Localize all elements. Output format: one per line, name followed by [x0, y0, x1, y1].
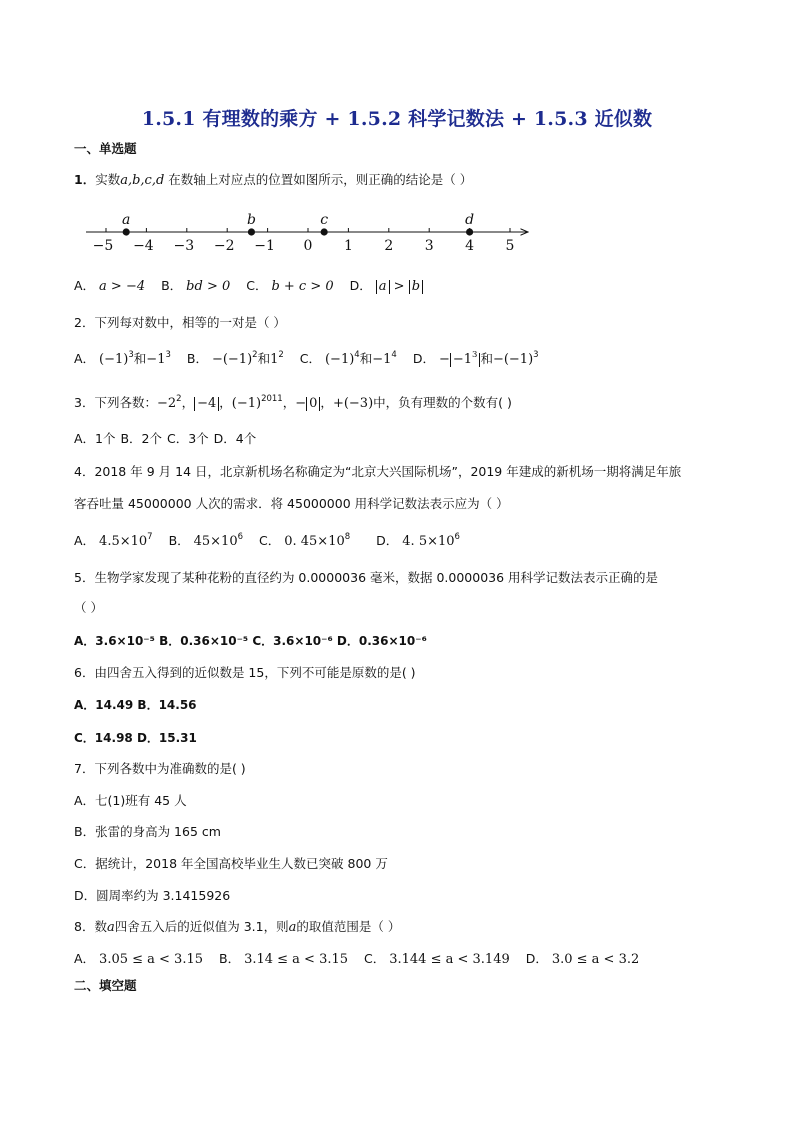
q2-a-and: 和 — [133, 351, 147, 366]
q7-option-b[interactable]: B．张雷的身高为 165 cm — [74, 824, 221, 839]
q2-b-right: 1 — [270, 352, 279, 367]
q8-option-d-expr: 3.0 ≤ a < 3.2 — [551, 952, 640, 967]
question-2: 2．下列每对数中，相等的一对是（ ） — [74, 315, 286, 330]
q3-sep-4: ， — [320, 395, 333, 410]
q7-option-a[interactable]: A．七(1)班有 45 人 — [74, 793, 187, 808]
number-line-tick-label: 2 — [384, 238, 394, 254]
q8-options — [74, 950, 639, 969]
number-line-tick-label: 3 — [424, 238, 434, 254]
number-line-tick-label: −2 — [213, 238, 235, 254]
q2-c-left-exp: 4 — [354, 349, 360, 360]
q1-option-a-label[interactable]: A． — [74, 278, 96, 293]
q2-c-right: −1 — [372, 352, 392, 367]
number-line-point-b — [248, 228, 255, 235]
number-line-point-label-b: b — [246, 212, 256, 228]
question-4-line-2: 客吞吐量 45000000 人次的需求．将 45000000 用科学记数法表示应为（ ） — [74, 496, 509, 511]
q3-options[interactable]: A．1个 B．2个 C．3个 D．4个 — [74, 431, 257, 446]
q3-sep-3: ， — [282, 395, 296, 410]
q2-option-d-label[interactable]: D． — [412, 351, 435, 366]
q2-a-right-exp: 3 — [165, 349, 171, 360]
q1-option-d-label[interactable]: D． — [349, 278, 372, 293]
q3-num-1-exp: 2 — [176, 393, 182, 404]
question-5-line-1: 5．生物学家发现了某种花粉的直径约为 0.0000036 毫米，数据 0.0000036 用科学记数法表示正确的是 — [74, 570, 659, 585]
q3-num-3: (−1) — [231, 396, 262, 411]
q8-option-c-expr: 3.144 ≤ a < 3.149 — [389, 952, 510, 967]
q2-d-and: 和 — [480, 351, 493, 366]
question-7: 7．下列各数中为准确数的是( ) — [74, 761, 246, 776]
q7-option-c[interactable]: C．据统计，2018 年全国高校毕业生人数已突破 800 万 — [74, 856, 388, 871]
q4-option-b-exp: 6 — [237, 531, 244, 542]
q4-option-d-exp: 6 — [454, 531, 460, 542]
number-line-tick-label: 0 — [303, 238, 313, 254]
number-line-tick-label: −5 — [92, 238, 114, 254]
q8-option-a-label[interactable]: A． — [74, 951, 96, 966]
q8-var-2: a — [288, 920, 297, 935]
q3-num-5: +(−3) — [332, 396, 374, 411]
q3-prefix: 3．下列各数： — [74, 395, 157, 410]
q3-num-2: −4 — [194, 397, 219, 411]
number-line-point-a — [123, 228, 130, 235]
q1-option-d-gt: > — [389, 279, 409, 294]
q2-d-right-exp: 3 — [533, 349, 539, 360]
q8-option-a-expr: 3.05 ≤ a < 3.15 — [99, 952, 204, 967]
q2-options — [74, 350, 539, 369]
q8-text-c: 的取值范围是（ ） — [296, 919, 401, 934]
q4-option-b-label[interactable]: B． — [168, 533, 190, 548]
number-line-point-label-d: d — [465, 212, 475, 228]
question-6: 6．由四舍五入得到的近似数是 15，下列不可能是原数的是( ) — [74, 665, 416, 680]
q2-c-and: 和 — [359, 351, 373, 366]
q1-option-a-expr: a > −4 — [99, 279, 146, 294]
q2-a-left-exp: 3 — [128, 349, 134, 360]
page-title: 1.5.1 有理数的乘方 + 1.5.2 科学记数法 + 1.5.3 近似数 — [141, 108, 653, 130]
q2-a-right: −1 — [146, 352, 166, 367]
number-line-tick-label: −3 — [173, 238, 195, 254]
q4-option-d-label[interactable]: D． — [376, 533, 399, 548]
q3-num-4: 0 — [306, 397, 320, 411]
number-line-tick-label: −4 — [133, 238, 154, 254]
q2-d-left-sign: − — [438, 352, 450, 367]
q2-c-left: (−1) — [324, 352, 355, 367]
number-line-tick-label: 5 — [505, 238, 515, 254]
section-heading-fill-blank: 二、填空题 — [74, 978, 137, 993]
number-line-point-label-c: c — [320, 212, 329, 228]
q2-d-left-abs-value: −1 — [452, 352, 473, 367]
q3-sep-1: ， — [181, 395, 195, 410]
q5-options[interactable]: A．3.6×10⁻⁵ B．0.36×10⁻⁵ C．3.6×10⁻⁶ D．0.36×10⁻⁶ — [74, 634, 427, 648]
q1-text-a: 实数 — [95, 172, 121, 187]
q4-options — [74, 532, 460, 551]
q4-option-a-exp: 7 — [147, 531, 153, 542]
question-3 — [74, 394, 512, 413]
q4-option-a-expr: 4.5×10 — [99, 534, 148, 549]
q3-sep-2: ， — [219, 395, 232, 410]
q7-option-d[interactable]: D．圆周率约为 3.1415926 — [74, 888, 231, 903]
q2-b-left: −(−1) — [211, 352, 253, 367]
number-line-tick-label: 1 — [343, 238, 353, 254]
q2-c-right-exp: 4 — [391, 349, 397, 360]
number-line-tick-label: 4 — [465, 238, 475, 254]
q4-option-a-label[interactable]: A． — [74, 533, 96, 548]
q2-b-right-exp: 2 — [278, 349, 284, 360]
question-8 — [74, 918, 400, 937]
q3-num-1: −2 — [156, 396, 177, 411]
q2-option-b-label[interactable]: B． — [186, 351, 208, 366]
q2-a-left: (−1) — [99, 352, 129, 367]
q2-option-c-label[interactable]: C． — [299, 351, 321, 366]
q8-text-b: 四舍五入后的近似值为 3.1，则 — [114, 919, 289, 934]
number-line-point-label-a: a — [122, 212, 131, 228]
q2-d-left-abs — [450, 349, 481, 367]
q4-option-c-expr: 0. 45×10 — [284, 534, 345, 549]
q1-option-c-label[interactable]: C． — [246, 278, 268, 293]
q3-num-4-sign: − — [295, 396, 307, 411]
q1-number: 1． — [74, 172, 96, 187]
q8-text-a: 8．数 — [74, 919, 107, 934]
q8-option-b-expr: 3.14 ≤ a < 3.15 — [244, 952, 349, 967]
q4-option-c-exp: 8 — [344, 531, 351, 542]
q1-option-b-expr: bd > 0 — [186, 279, 231, 294]
number-line-tick-label: −1 — [254, 238, 275, 254]
q6-options-row-2[interactable]: C．14.98 D．15.31 — [74, 731, 197, 745]
q1-vars: a,b,c,d — [120, 173, 165, 188]
q8-option-b-label[interactable]: B． — [219, 951, 241, 966]
number-line-figure — [0, 202, 794, 262]
q3-num-3-exp: 2011 — [261, 393, 283, 404]
q1-option-d-abs-b: b — [409, 280, 423, 294]
q4-option-d-expr: 4. 5×10 — [402, 534, 455, 549]
section-heading-single-choice: 一、单选题 — [74, 141, 137, 156]
q1-option-b-label[interactable]: B． — [161, 278, 183, 293]
q1-option-d-abs-a: a — [376, 280, 390, 294]
q8-option-c-label[interactable]: C． — [364, 951, 386, 966]
number-line-point-c — [321, 228, 328, 235]
question-4-line-1: 4．2018 年 9 月 14 日，北京新机场名称确定为“北京大兴国际机场”，2019 年建成的新机场一期将满足年旅 — [74, 464, 682, 479]
q2-option-a-label[interactable]: A． — [74, 351, 96, 366]
q2-b-left-exp: 2 — [252, 349, 258, 360]
q3-suffix: 中，负有理数的个数有( ) — [373, 395, 512, 410]
q8-option-d-label[interactable]: D． — [525, 951, 548, 966]
q2-b-and: 和 — [257, 351, 271, 366]
q2-d-left-exp: 3 — [472, 349, 478, 360]
q1-option-c-expr: b + c > 0 — [271, 279, 334, 294]
q1-options — [74, 277, 423, 296]
q2-d-right: −(−1) — [492, 352, 534, 367]
q1-text-b: 在数轴上对应点的位置如图所示，则正确的结论是（ ） — [168, 172, 473, 187]
question-5-line-2: （ ） — [74, 600, 103, 615]
number-line-point-d — [466, 228, 473, 235]
q6-options-row-1[interactable]: A．14.49 B．14.56 — [74, 698, 197, 712]
q4-option-b-expr: 45×10 — [193, 534, 238, 549]
q8-var-1: a — [106, 920, 115, 935]
q4-option-c-label[interactable]: C． — [259, 533, 281, 548]
question-1 — [74, 171, 472, 190]
